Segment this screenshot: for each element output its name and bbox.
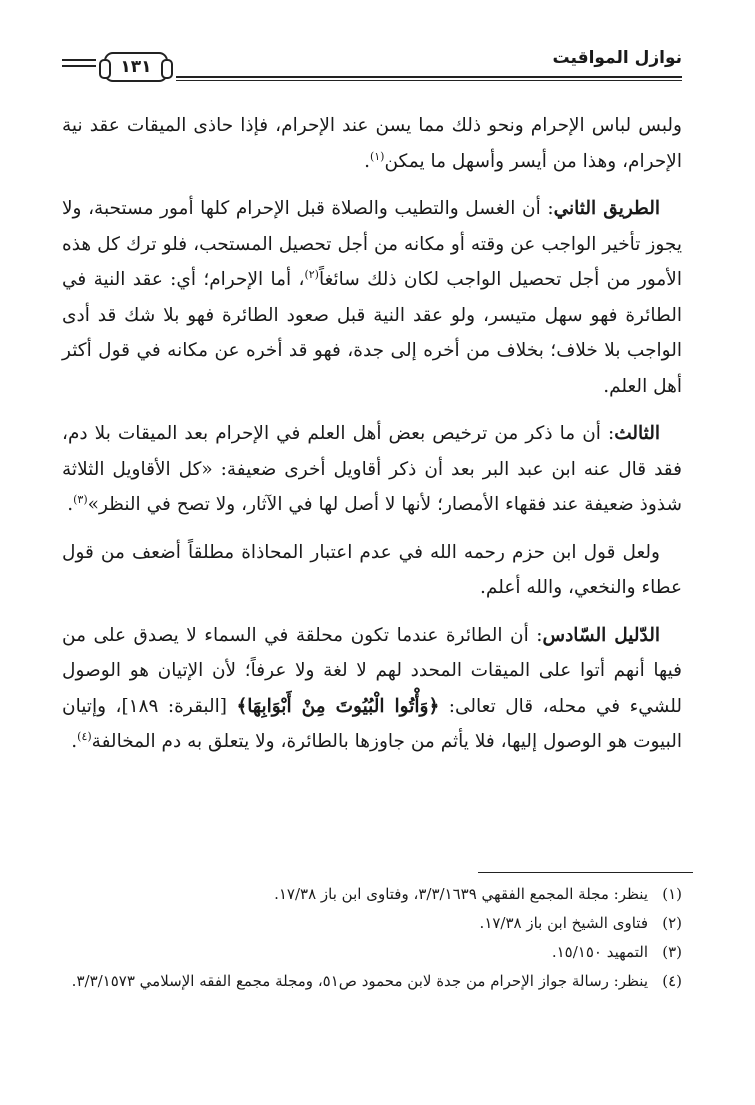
paragraph-text: : أن الطائرة عندما تكون محلقة في السماء لا يصدق على من فيها أنهم أتوا على الميقات المحدد لهم لا لغة ولا عرفاً؛ لأن الإتيان هو الوصول للشيء في محله، قال تعالى: <box>62 624 682 717</box>
footnote-item <box>62 909 682 938</box>
page-header <box>62 42 682 102</box>
paragraph-text: : أن ما ذكر من ترخيص بعض أهل العلم في الإحرام بعد الميقات بلا دم، فقد قال عنه ابن عبد البر بعد أن ذكر أقاويل أخرى ضعيفة: «كل الأقاويل الثلاثة شذوذ ضعيفة عند فقهاء الأمصار؛ لأنها لا أصل لها في الآثار، ولا تصح في النظر» <box>62 423 682 515</box>
footnote-item <box>62 967 682 996</box>
footnote-number: (٢) <box>662 914 682 932</box>
footnote-number: (١) <box>662 885 682 903</box>
footnote-text: ينظر: رسالة جواز الإحرام من جدة لابن محمود ص٥١، ومجلة مجمع الفقه الإسلامي ٣/٣/١٥٧٣. <box>71 972 648 990</box>
paragraph-3 <box>62 416 682 523</box>
footnote-ref: (٢) <box>304 268 319 281</box>
punctuation: . <box>364 150 370 172</box>
footnote-item <box>62 938 682 967</box>
paragraph-5 <box>62 618 682 760</box>
paragraph-4 <box>62 535 682 606</box>
footnote-number: (٣) <box>662 943 682 961</box>
main-text <box>62 108 682 772</box>
footnote-number: (٤) <box>662 972 682 990</box>
footnote-item <box>62 880 682 909</box>
footnote-text: ينظر: مجلة المجمع الفقهي ٣/٣/١٦٣٩، وفتاوى ابن باز ١٧/٣٨. <box>274 885 648 903</box>
paragraph-text: [البقرة: ١٨٩]، وإتيان البيوت هو الوصول إليها، فلا يأثم من جاوزها بالطائرة، ولا يتعلق به دم المخالفة <box>62 695 682 752</box>
paragraph-text: : أن الغسل والتطيب والصلاة قبل الإحرام كلها أمور مستحبة، ولا يجوز تأخير الواجب عن وقته أو مكانه من أجل تحصيل المستحب، فلو ترك كل هذه الأمور من أجل تحصيل الواجب لكان ذلك سائغاً <box>62 198 683 290</box>
header-rule-2 <box>176 80 682 81</box>
footnote-ref: (١) <box>369 149 385 163</box>
header-rule-left-2 <box>62 65 96 67</box>
footnote-text: فتاوى الشيخ ابن باز ١٧/٣٨. <box>479 914 648 932</box>
section-heading: الثالث <box>614 423 660 444</box>
footnote-text: التمهيد ١٥/١٥٠. <box>551 943 648 961</box>
quran-verse: ﴿وَأْتُوا الْبُيُوتَ مِنْ أَبْوَابِهَا﴾ <box>236 695 440 717</box>
footnote-ref: (٣) <box>73 493 88 506</box>
header-rule <box>176 76 682 78</box>
page-number: ١٣١ <box>104 52 168 82</box>
footnotes <box>62 880 682 996</box>
paragraph-1 <box>62 108 682 179</box>
punctuation: . <box>67 494 74 515</box>
punctuation: . <box>71 731 78 752</box>
paragraph-text: ، أما الإحرام؛ أي: عقد النية في الطائرة فهو سهل متيسر، ولو عقد النية قبل صعود الطائرة فهو بلا شك قد أدى الواجب بلا خلاف؛ بخلاف من أخره إلى جدة، فهو قد أخره عن مكانه في قول أكثر أهل العلم. <box>62 269 682 397</box>
section-heading: الطريق الثاني <box>553 198 661 219</box>
paragraph-text: ولعل قول ابن حزم رحمه الله في عدم اعتبار المحاذاة مطلقاً أضعف من قول عطاء والنخعي، والله أعلم. <box>62 541 682 598</box>
footnote-separator <box>478 872 693 873</box>
footnote-ref: (٤) <box>77 730 92 743</box>
running-title: نوازل المواقيت <box>552 48 682 68</box>
header-rule-left <box>62 59 96 61</box>
section-heading: الدّليل السّادس <box>542 624 660 646</box>
paragraph-text: ولبس لباس الإحرام ونحو ذلك مما يسن عند الإحرام، فإذا حاذى الميقات عقد نية الإحرام، وهذا من أيسر وأسهل ما يمكن <box>62 115 682 172</box>
paragraph-2 <box>62 191 682 404</box>
